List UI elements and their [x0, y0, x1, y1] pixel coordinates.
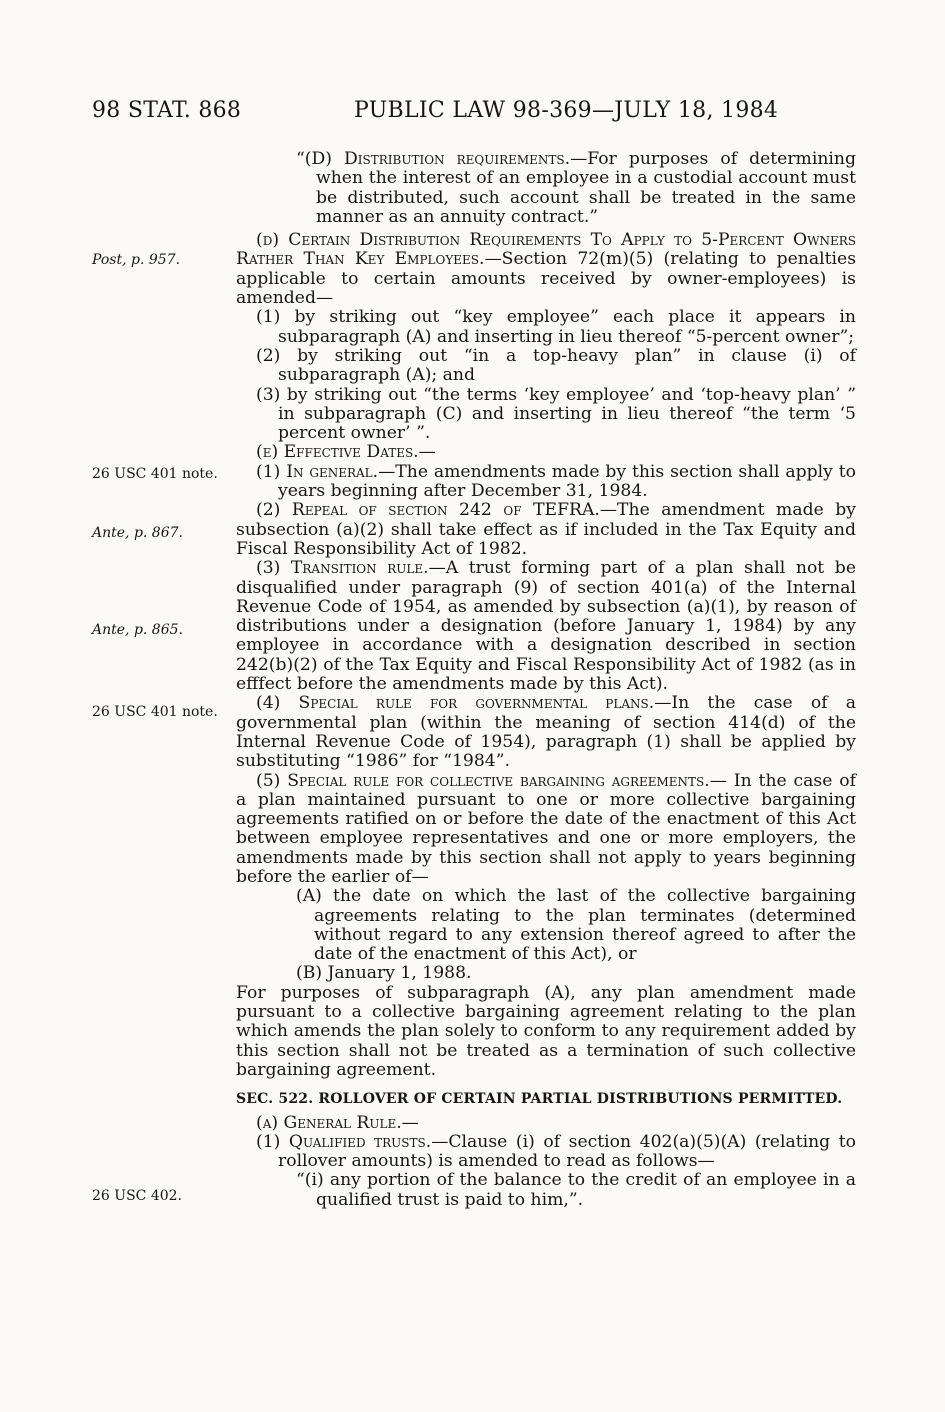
page-stat-citation: 98 STAT. 868 — [92, 98, 242, 123]
statute-body — [236, 150, 856, 1210]
margin-note-26-usc-401-note: 26 USC 401 note. — [92, 466, 218, 482]
subsection-d-2: (2) by striking out “in a top-heavy plan” in clause (i) of subparagraph (A); and — [256, 345, 856, 386]
margin-note-26-usc-401-note-2: 26 USC 401 note. — [92, 704, 218, 720]
margin-note-ante-865: Ante, p. 865. — [92, 622, 183, 638]
subsection-d: (d) Certain Distribution Requirements To Apply to 5-Percent Owners Rather Than Key Employees.—Section 72(m)(5) (relating to penalties applicable to certain amounts received by owner-employees) is amended— — [236, 230, 857, 309]
margin-note-post-957: Post, p. 957. — [92, 252, 181, 268]
subsection-e-5-tail: For purposes of subparagraph (A), any plan amendment made pursuant to a collective bargaining agreement relating to the plan which amends the plan solely to conform to any requirement added by this section shall not be treated as a termination of such collective bargaining agreement. — [236, 982, 856, 1080]
para-d-distribution-requirements: “(D) Distribution requirements.—For purposes of determining when the interest of an employee in a custodial account must be distributed, such account shall be treated in the same manner as an annuity contract.” — [296, 149, 856, 227]
margin-note-26-usc-402: 26 USC 402. — [92, 1188, 182, 1204]
subsection-e-3: (3) Transition rule.—A trust forming part of a plan shall not be disqualified under paragraph (9) of section 401(a) of the Internal Revenue Code of 1954, as amended by subsection (a)(1), by reason of distributions under a designation (before January 1, 1984) by any employee in accordance with a designation described in section 242(b)(2) of the Tax Equity and Fiscal Responsibility Act of 1982 (as in efffect before the amendments made by this Act). — [236, 558, 856, 695]
subsection-e-2: (2) Repeal of section 242 of TEFRA.—The amendment made by subsection (a)(2) shall take effect as if included in the Tax Equity and Fiscal Responsibility Act of 1982. — [236, 500, 856, 559]
subsection-e-heading: (e) Effective Dates.— — [256, 442, 436, 463]
subsection-e-5-A: (A) the date on which the last of the collective bargaining agreements relating to the plan terminates (determined without regard to any extension thereof agreed to after the date of the enactment of this Act), or — [296, 886, 856, 965]
subsection-e-4: (4) Special rule for governmental plans.—In the case of a governmental plan (within the meaning of section 414(d) of the Internal Revenue Code of 1954), paragraph (1) shall be applied by substituting “1986” for “1984”. — [236, 693, 856, 772]
section-522-a-1-quote: “(i) any portion of the balance to the credit of an employee in a qualified trust is paid to him,”. — [296, 1170, 856, 1210]
subsection-e-5: (5) Special rule for collective bargaining agreements.— In the case of a plan maintained pursuant to one or more collective bargaining agreements ratified on or before the date of the enactment of this Act between employee representatives and one or more employers, the amendments made by this section shall not apply to years beginning before the earlier of— — [236, 770, 856, 887]
subsection-d-3: (3) by striking out “the terms ‘key employee’ and ‘top-heavy plan’ ” in subparagraph (C) and inserting in lieu thereof “the term ‘5 percent owner’ ”. — [256, 384, 856, 444]
section-522-a-1: (1) Qualified trusts.—Clause (i) of section 402(a)(5)(A) (relating to rollover amounts) is amended to read as follows— — [256, 1131, 856, 1172]
subsection-e-5-B: (B) January 1, 1988. — [296, 963, 472, 984]
margin-note-ante-867: Ante, p. 867. — [92, 525, 183, 541]
subsection-d-1: (1) by striking out “key employee” each place it appears in subparagraph (A) and inserting in lieu thereof “5-percent owner”; — [256, 307, 856, 347]
page-running-title: PUBLIC LAW 98-369—JULY 18, 1984 — [354, 98, 779, 123]
subsection-e-1: (1) In general.—The amendments made by this section shall apply to years beginning after December 31, 1984. — [256, 461, 856, 502]
section-522-a-heading: (a) General Rule.— — [256, 1112, 419, 1133]
section-522-heading: SEC. 522. ROLLOVER OF CERTAIN PARTIAL DISTRIBUTIONS PERMITTED. — [236, 1091, 843, 1108]
